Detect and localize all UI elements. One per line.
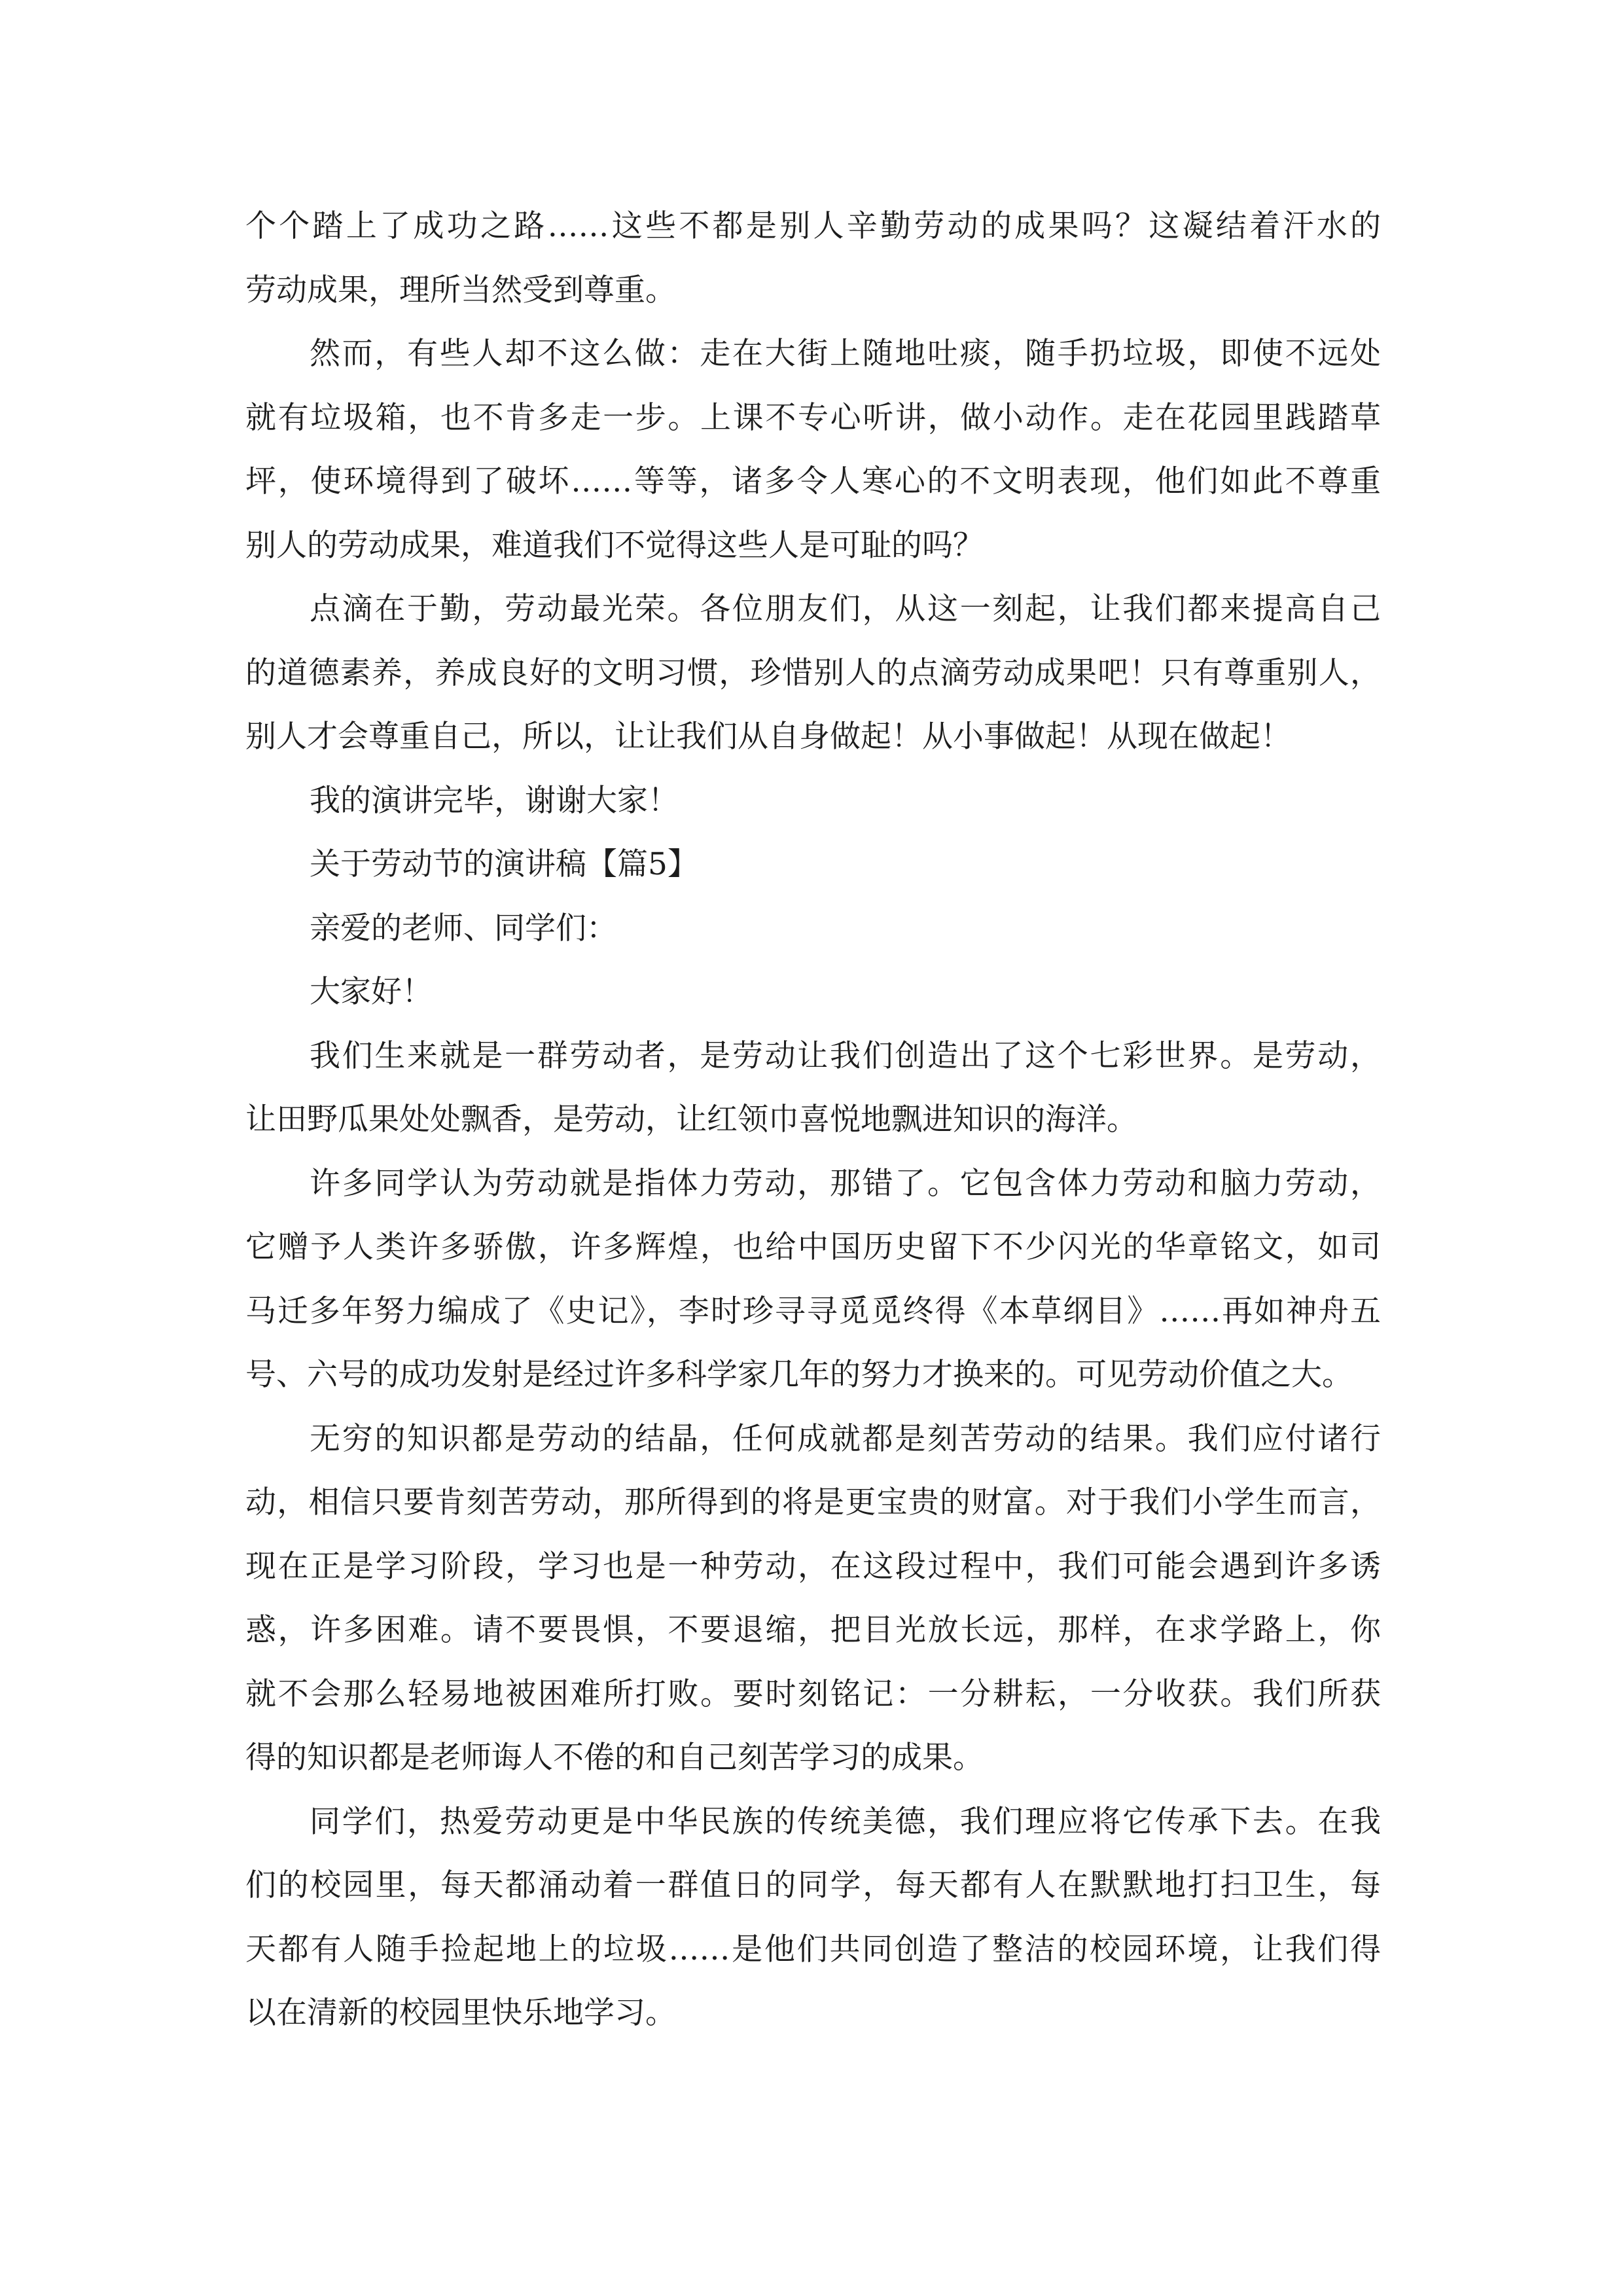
paragraph [245,1407,1381,1790]
text-line: 的道德素养，养成良好的文明习惯，珍惜别人的点滴劳动成果吧！只有尊重别人， [245,655,1381,691]
text-line: 然而，有些人却不这么做：走在大街上随地吐痰，随手扔垃圾，即使不远处 [310,336,1381,372]
paragraph [245,1790,1381,2045]
text-line: 无穷的知识都是劳动的结晶，任何成就都是刻苦劳动的结果。我们应付诸行 [310,1420,1381,1457]
text-line: 天都有人随手捡起地上的垃圾……是他们共同创造了整洁的校园环境，让我们得 [245,1931,1381,1967]
text-line: 劳动成果，理所当然受到尊重。 [245,272,676,308]
text-line: 个个踏上了成功之路……这些不都是别人辛勤劳动的成果吗？这凝结着汗水的 [245,208,1381,244]
text-line: 惑，许多困难。请不要畏惧，不要退缩，把目光放长远，那样，在求学路上，你 [245,1612,1381,1648]
paragraph [245,322,1381,577]
paragraph [245,1152,1381,1407]
closing-paragraph [245,769,1381,833]
paragraph [245,577,1381,769]
text-line: 坪，使环境得到了破坏……等等，诸多令人寒心的不文明表现，他们如此不尊重 [245,463,1381,499]
text-line: 许多同学认为劳动就是指体力劳动，那错了。它包含体力劳动和脑力劳动， [310,1165,1381,1202]
text-line: 同学们，热爱劳动更是中华民族的传统美德，我们理应将它传承下去。在我 [310,1803,1381,1840]
text-line: 亲爱的老师、同学们： [310,910,617,946]
text-line: 别人才会尊重自己，所以，让让我们从自身做起！从小事做起！从现在做起！ [245,719,1291,755]
text-line: 马迁多年努力编成了《史记》，李时珍寻寻觅觅终得《本草纲目》……再如神舟五 [245,1293,1381,1329]
text-line: 得的知识都是老师诲人不倦的和自己刻苦学习的成果。 [245,1740,984,1776]
text-line: 就不会那么轻易地被困难所打败。要时刻铭记：一分耕耘，一分收获。我们所获 [245,1676,1381,1712]
section-heading-text: 关于劳动节的演讲稿【篇5】 [310,846,698,882]
text-line: 它赠予人类许多骄傲，许多辉煌，也给中国历史留下不少闪光的华章铭文，如司 [245,1229,1381,1265]
text-line: 就有垃圾箱，也不肯多走一步。上课不专心听讲，做小动作。走在花园里践踏草 [245,399,1381,436]
salutation [245,897,1381,961]
text-line: 别人的劳动成果，难道我们不觉得这些人是可耻的吗？ [245,527,984,564]
text-line: 我们生来就是一群劳动者，是劳动让我们创造出了这个七彩世界。是劳动， [310,1037,1381,1074]
text-line: 动，相信只要肯刻苦劳动，那所得到的将是更宝贵的财富。对于我们小学生而言， [245,1484,1381,1520]
text-line: 让田野瓜果处处飘香，是劳动，让红领巾喜悦地飘进知识的海洋。 [245,1102,1137,1138]
paragraph [245,194,1381,322]
text-line: 点滴在于勤，劳动最光荣。各位朋友们，从这一刻起，让我们都来提高自己 [310,591,1381,627]
text-line: 号、六号的成功发射是经过许多科学家几年的努力才换来的。可见劳动价值之大。 [245,1357,1353,1393]
text-line: 大家好！ [310,974,433,1010]
text-line: 现在正是学习阶段，学习也是一种劳动，在这段过程中，我们可能会遇到许多诱 [245,1548,1381,1585]
text-line: 以在清新的校园里快乐地学习。 [245,1995,676,2031]
text-line: 我的演讲完毕，谢谢大家！ [310,782,679,819]
section-heading [245,833,1381,897]
paragraph [245,1024,1381,1152]
text-line: 们的校园里，每天都涌动着一群值日的同学，每天都有人在默默地打扫卫生，每 [245,1867,1381,1903]
greeting [245,960,1381,1024]
